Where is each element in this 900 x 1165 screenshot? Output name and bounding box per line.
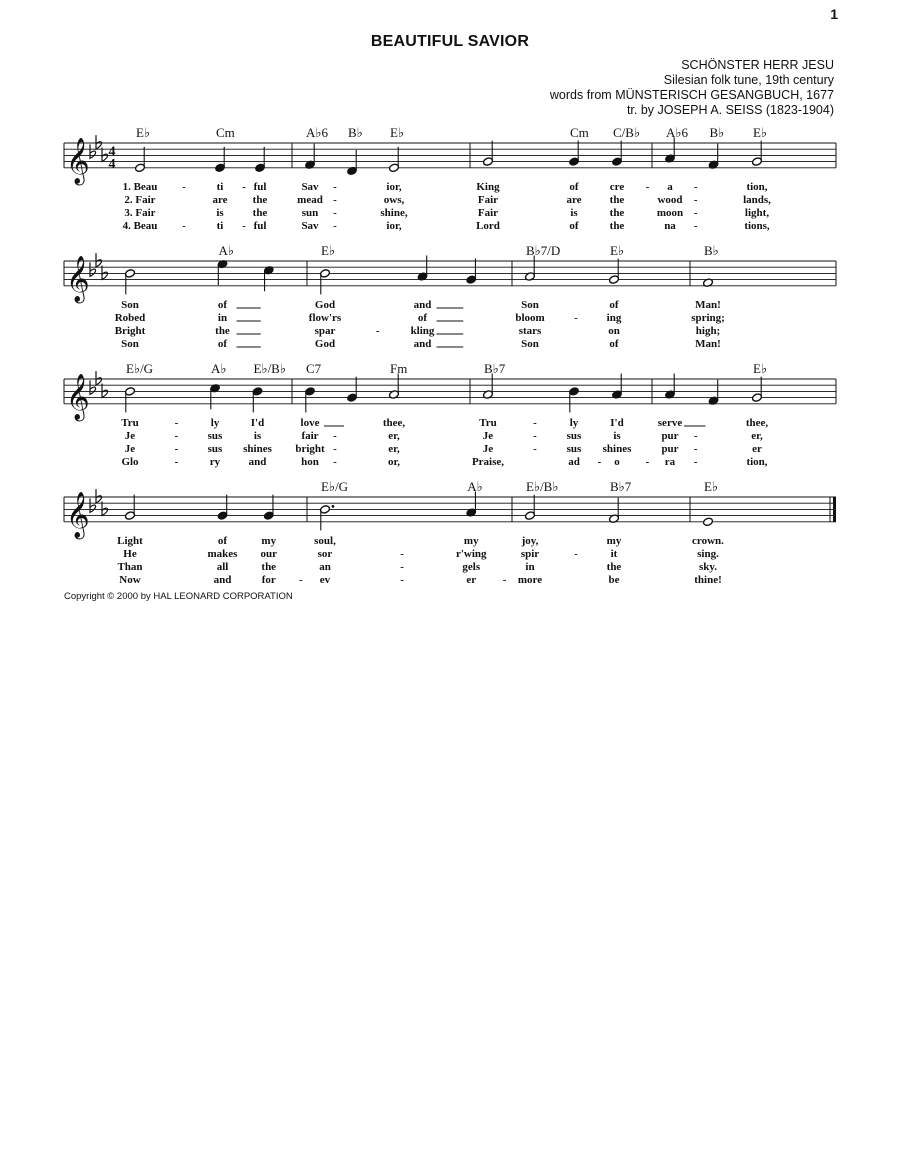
lyric-syllable: a bbox=[667, 181, 673, 193]
lyric-syllable: bloom bbox=[515, 312, 545, 324]
lyric-syllable: an bbox=[319, 561, 331, 573]
chord-symbol: E♭/G bbox=[321, 479, 349, 494]
lyric-syllable: Je bbox=[124, 443, 136, 455]
lyric-syllable: I'd bbox=[610, 417, 624, 429]
lyric-syllable: na bbox=[664, 220, 676, 232]
flat-icon bbox=[90, 498, 96, 512]
lyric-syllable: are bbox=[212, 194, 228, 206]
lyric-syllable: lands, bbox=[743, 194, 771, 206]
lyric-hyphen: - bbox=[645, 456, 650, 468]
lyric-syllable: mead bbox=[297, 194, 323, 206]
lyric-syllable: Lord bbox=[476, 220, 500, 232]
lyric-syllable: and bbox=[248, 456, 267, 468]
lyric-syllable: gels bbox=[462, 561, 481, 573]
lyric-syllable: ti bbox=[216, 181, 224, 193]
lyric-syllable: ful bbox=[253, 220, 267, 232]
chord-symbol: E♭ bbox=[136, 125, 151, 140]
lyric-hyphen: - bbox=[333, 443, 337, 455]
lyric-hyphen: - bbox=[242, 181, 246, 193]
lyric-syllable: thee, bbox=[382, 417, 406, 429]
lyric-syllable: of bbox=[609, 299, 619, 311]
lyric-syllable: is bbox=[570, 207, 578, 219]
lyric-syllable: my bbox=[463, 535, 479, 547]
lyric-syllable: the bbox=[215, 325, 230, 337]
lyric-syllable: is bbox=[216, 207, 224, 219]
lyric-syllable: my bbox=[261, 535, 277, 547]
lyric-syllable: of bbox=[417, 312, 428, 324]
lyric-syllable: be bbox=[608, 574, 620, 586]
lyric-syllable: sus bbox=[566, 430, 582, 442]
lyric-syllable: King bbox=[476, 181, 500, 193]
lyric-hyphen: - bbox=[693, 181, 698, 193]
lyric-hyphen: - bbox=[242, 220, 246, 232]
chord-symbol: A♭ bbox=[218, 243, 235, 258]
chord-symbol: B♭ bbox=[348, 125, 363, 140]
lyric-syllable: tions, bbox=[744, 220, 770, 232]
lyric-syllable: ti bbox=[216, 220, 224, 232]
lyric-syllable: serve bbox=[657, 417, 683, 429]
lyric-hyphen: - bbox=[645, 181, 650, 193]
lyric-syllable: 3. Fair bbox=[124, 207, 156, 219]
lyric-syllable: sus bbox=[207, 430, 223, 442]
credit-translator: tr. by JOSEPH A. SEISS (1823-1904) bbox=[626, 103, 834, 117]
chord-symbol: Cm bbox=[216, 125, 235, 140]
flat-icon bbox=[90, 262, 96, 276]
chord-symbol: E♭ bbox=[753, 361, 768, 376]
lyric-syllable: for bbox=[261, 574, 276, 586]
copyright-notice: Copyright © 2000 by HAL LEONARD CORPORATION bbox=[64, 591, 293, 602]
lyric-hyphen: - bbox=[693, 207, 698, 219]
chord-symbol: A♭6 bbox=[306, 125, 329, 140]
lyric-syllable: He bbox=[123, 548, 137, 560]
lyric-syllable: ly bbox=[569, 417, 579, 429]
chord-symbol: A♭ bbox=[211, 361, 227, 376]
lyric-syllable: Fair bbox=[477, 207, 499, 219]
lyric-syllable: in bbox=[525, 561, 535, 573]
lyric-hyphen: - bbox=[333, 207, 337, 219]
chord-symbol: E♭/G bbox=[126, 361, 154, 376]
lyric-syllable: all bbox=[216, 561, 229, 573]
lyric-hyphen: - bbox=[174, 430, 179, 442]
lyric-syllable: ior, bbox=[386, 181, 402, 193]
lyric-hyphen: - bbox=[333, 194, 337, 206]
lyric-hyphen: - bbox=[299, 574, 303, 586]
chord-symbol: E♭ bbox=[704, 479, 719, 494]
lyric-syllable: ry bbox=[209, 456, 221, 468]
lyric-syllable: ing bbox=[606, 312, 622, 324]
lyric-syllable: Sav bbox=[301, 220, 319, 232]
lyric-syllable: er bbox=[466, 574, 477, 586]
lyric-syllable: love bbox=[300, 417, 320, 429]
lyric-syllable: sus bbox=[566, 443, 582, 455]
lyric-syllable: the bbox=[261, 561, 277, 573]
lyric-syllable: crown. bbox=[692, 535, 724, 547]
lyric-syllable: 4. Beau bbox=[122, 220, 158, 232]
lyric-syllable: soul, bbox=[314, 535, 336, 547]
lyric-hyphen: - bbox=[574, 312, 578, 324]
lyric-syllable: ly bbox=[210, 417, 220, 429]
flat-icon bbox=[90, 380, 96, 394]
lyric-syllable: more bbox=[517, 574, 543, 586]
lyric-syllable: high; bbox=[695, 325, 721, 337]
lyric-syllable: Tru bbox=[479, 417, 497, 429]
lyric-syllable: joy, bbox=[521, 535, 539, 547]
lyric-syllable: flow'rs bbox=[308, 312, 342, 324]
credit-words: words from MÜNSTERISCH GESANGBUCH, 1677 bbox=[549, 88, 834, 102]
lyric-hyphen: - bbox=[174, 456, 179, 468]
lyric-hyphen: - bbox=[400, 561, 404, 573]
lyric-syllable: Bright bbox=[114, 325, 146, 337]
chord-symbol: B♭7/D bbox=[526, 243, 561, 258]
treble-clef-icon: 𝄞 bbox=[66, 137, 90, 184]
lyric-syllable: Praise, bbox=[471, 456, 505, 468]
chord-symbol: E♭ bbox=[390, 125, 405, 140]
lyric-syllable: 1. Beau bbox=[122, 181, 158, 193]
lyric-syllable: Son bbox=[521, 299, 539, 311]
lyric-syllable: light, bbox=[744, 207, 770, 219]
lyric-syllable: God bbox=[314, 338, 336, 350]
lyric-syllable: wood bbox=[657, 194, 683, 206]
lyric-syllable: kling bbox=[410, 325, 435, 337]
lyric-syllable: Son bbox=[121, 338, 139, 350]
lyric-syllable: and bbox=[413, 338, 432, 350]
lyric-hyphen: - bbox=[574, 548, 578, 560]
lyric-syllable: of bbox=[609, 338, 619, 350]
chord-symbol: B♭ bbox=[709, 125, 725, 140]
lyric-syllable: Sav bbox=[301, 181, 319, 193]
lyric-syllable: stars bbox=[518, 325, 542, 337]
lyric-syllable: bright bbox=[295, 443, 325, 455]
lyric-syllable: of bbox=[217, 299, 228, 311]
chord-symbol: A♭6 bbox=[666, 125, 689, 140]
chord-symbol: A♭ bbox=[467, 479, 483, 494]
lyric-syllable: o bbox=[614, 456, 620, 468]
lyric-syllable: sun bbox=[301, 207, 319, 219]
lyric-syllable: Fair bbox=[477, 194, 499, 206]
lyric-syllable: of bbox=[569, 181, 579, 193]
lyric-hyphen: - bbox=[174, 417, 179, 429]
chord-symbol: Cm bbox=[570, 125, 589, 140]
lyric-syllable: of bbox=[569, 220, 579, 232]
lyric-syllable: ra bbox=[664, 456, 676, 468]
lyric-syllable: ior, bbox=[386, 220, 402, 232]
chord-symbol: B♭7 bbox=[610, 479, 632, 494]
lyric-syllable: Than bbox=[117, 561, 143, 573]
final-barline bbox=[833, 497, 836, 522]
lyric-syllable: shines bbox=[243, 443, 272, 455]
lyric-syllable: Now bbox=[119, 574, 141, 586]
page-number: 1 bbox=[830, 6, 838, 22]
lyric-syllable: spar bbox=[314, 325, 336, 337]
lyric-syllable: and bbox=[413, 299, 432, 311]
lyric-hyphen: - bbox=[502, 574, 507, 586]
lyric-syllable: thee, bbox=[745, 417, 769, 429]
lyric-syllable: God bbox=[314, 299, 336, 311]
lyric-syllable: tion, bbox=[746, 456, 768, 468]
lyric-syllable: the bbox=[252, 194, 268, 206]
lyric-syllable: the bbox=[606, 561, 622, 573]
lyric-syllable: sor bbox=[317, 548, 333, 560]
chord-symbol: E♭/B♭ bbox=[253, 361, 286, 376]
lyric-syllable: tion, bbox=[746, 181, 768, 193]
lyric-syllable: our bbox=[260, 548, 277, 560]
time-signature-top: 4 bbox=[108, 144, 116, 160]
lyric-hyphen: - bbox=[693, 194, 698, 206]
lyric-syllable: ad bbox=[568, 456, 580, 468]
lyric-syllable: moon bbox=[656, 207, 684, 219]
lyric-syllable: r'wing bbox=[455, 548, 487, 560]
lyric-syllable: er, bbox=[388, 443, 400, 455]
lyric-syllable: makes bbox=[207, 548, 238, 560]
lyric-syllable: shines bbox=[602, 443, 632, 455]
lyric-hyphen: - bbox=[400, 548, 404, 560]
lyric-syllable: hon bbox=[301, 456, 319, 468]
lyric-hyphen: - bbox=[533, 443, 537, 455]
lyric-syllable: er, bbox=[388, 430, 400, 442]
lyric-syllable: Light bbox=[117, 535, 143, 547]
chord-symbol: E♭ bbox=[321, 243, 336, 258]
lyric-syllable: the bbox=[609, 207, 625, 219]
lyric-syllable: is bbox=[253, 430, 262, 442]
lyric-syllable: the bbox=[609, 194, 625, 206]
lyric-syllable: er, bbox=[751, 430, 763, 442]
lyric-hyphen: - bbox=[400, 574, 404, 586]
lyric-syllable: in bbox=[217, 312, 228, 324]
lyric-hyphen: - bbox=[533, 417, 537, 429]
treble-clef-icon: 𝄞 bbox=[66, 255, 90, 302]
lyric-hyphen: - bbox=[693, 443, 698, 455]
lyric-hyphen: - bbox=[693, 430, 698, 442]
lyric-hyphen: - bbox=[174, 443, 179, 455]
lyric-syllable: I'd bbox=[250, 417, 265, 429]
lyric-syllable: on bbox=[608, 325, 620, 337]
lyric-syllable: Son bbox=[521, 338, 539, 350]
lyric-hyphen: - bbox=[693, 456, 698, 468]
lyric-syllable: my bbox=[606, 535, 622, 547]
lyric-syllable: Je bbox=[482, 430, 494, 442]
chord-symbol: E♭/B♭ bbox=[526, 479, 559, 494]
lyric-syllable: and bbox=[213, 574, 232, 586]
lyric-syllable: is bbox=[613, 430, 621, 442]
treble-clef-icon: 𝄞 bbox=[66, 491, 90, 538]
lyric-syllable: Je bbox=[482, 443, 494, 455]
lyric-syllable: ev bbox=[319, 574, 331, 586]
lyric-syllable: Man! bbox=[695, 299, 721, 311]
lyric-hyphen: - bbox=[693, 220, 698, 232]
lyric-hyphen: - bbox=[533, 430, 537, 442]
chord-symbol: C/B♭ bbox=[613, 125, 641, 140]
lyric-syllable: 2. Fair bbox=[124, 194, 156, 206]
flat-icon bbox=[90, 144, 96, 158]
lyric-syllable: Son bbox=[121, 299, 139, 311]
lyric-hyphen: - bbox=[333, 181, 337, 193]
lyric-hyphen: - bbox=[333, 430, 337, 442]
lyric-syllable: Robed bbox=[114, 312, 146, 324]
flat-icon bbox=[96, 135, 102, 149]
lyric-syllable: ows, bbox=[383, 194, 405, 206]
chord-symbol: B♭ bbox=[704, 243, 719, 258]
lyric-hyphen: - bbox=[597, 456, 602, 468]
lyric-syllable: sky. bbox=[698, 561, 718, 573]
credit-music: Silesian folk tune, 19th century bbox=[663, 73, 834, 87]
lyric-syllable: Glo bbox=[121, 456, 139, 468]
lyric-syllable: are bbox=[566, 194, 582, 206]
lyric-syllable: Man! bbox=[695, 338, 721, 350]
chord-symbol: Fm bbox=[390, 361, 408, 376]
song-title: BEAUTIFUL SAVIOR bbox=[370, 33, 530, 50]
lyric-syllable: Je bbox=[124, 430, 136, 442]
lyric-syllable: it bbox=[610, 548, 618, 560]
chord-symbol: E♭ bbox=[610, 243, 625, 258]
lyric-hyphen: - bbox=[182, 220, 186, 232]
lyric-syllable: pur bbox=[661, 430, 679, 442]
flat-icon bbox=[96, 489, 102, 503]
lyric-syllable: cre bbox=[609, 181, 625, 193]
lyric-syllable: spir bbox=[520, 548, 540, 560]
credit-tune-name: SCHÖNSTER HERR JESU bbox=[681, 58, 834, 72]
chord-symbol: B♭7 bbox=[484, 361, 506, 376]
lyric-syllable: sing. bbox=[697, 548, 719, 560]
lyric-syllable: ful bbox=[253, 181, 267, 193]
lyric-syllable: pur bbox=[661, 443, 679, 455]
lyric-hyphen: - bbox=[333, 220, 337, 232]
lyric-syllable: of bbox=[217, 338, 228, 350]
flat-icon bbox=[96, 253, 102, 267]
lyric-syllable: the bbox=[609, 220, 625, 232]
chord-symbol: E♭ bbox=[753, 125, 768, 140]
lyric-syllable: spring; bbox=[691, 312, 725, 324]
lyric-hyphen: - bbox=[182, 181, 186, 193]
note bbox=[702, 517, 713, 527]
lyric-hyphen: - bbox=[375, 325, 380, 337]
treble-clef-icon: 𝄞 bbox=[66, 373, 90, 420]
lyric-syllable: sus bbox=[207, 443, 223, 455]
chord-symbol: C7 bbox=[306, 361, 322, 376]
lyric-syllable: Tru bbox=[121, 417, 139, 429]
lyric-syllable: er bbox=[752, 443, 762, 455]
flat-icon bbox=[96, 371, 102, 385]
lyric-syllable: of bbox=[217, 535, 228, 547]
time-signature-bottom: 4 bbox=[108, 156, 116, 172]
lyric-hyphen: - bbox=[333, 456, 337, 468]
lyric-syllable: fair bbox=[301, 430, 319, 442]
lyric-syllable: or, bbox=[387, 456, 401, 468]
lyric-syllable: shine, bbox=[380, 207, 408, 219]
lyric-syllable: thine! bbox=[694, 574, 722, 586]
lyric-syllable: the bbox=[252, 207, 268, 219]
dot bbox=[332, 505, 335, 508]
